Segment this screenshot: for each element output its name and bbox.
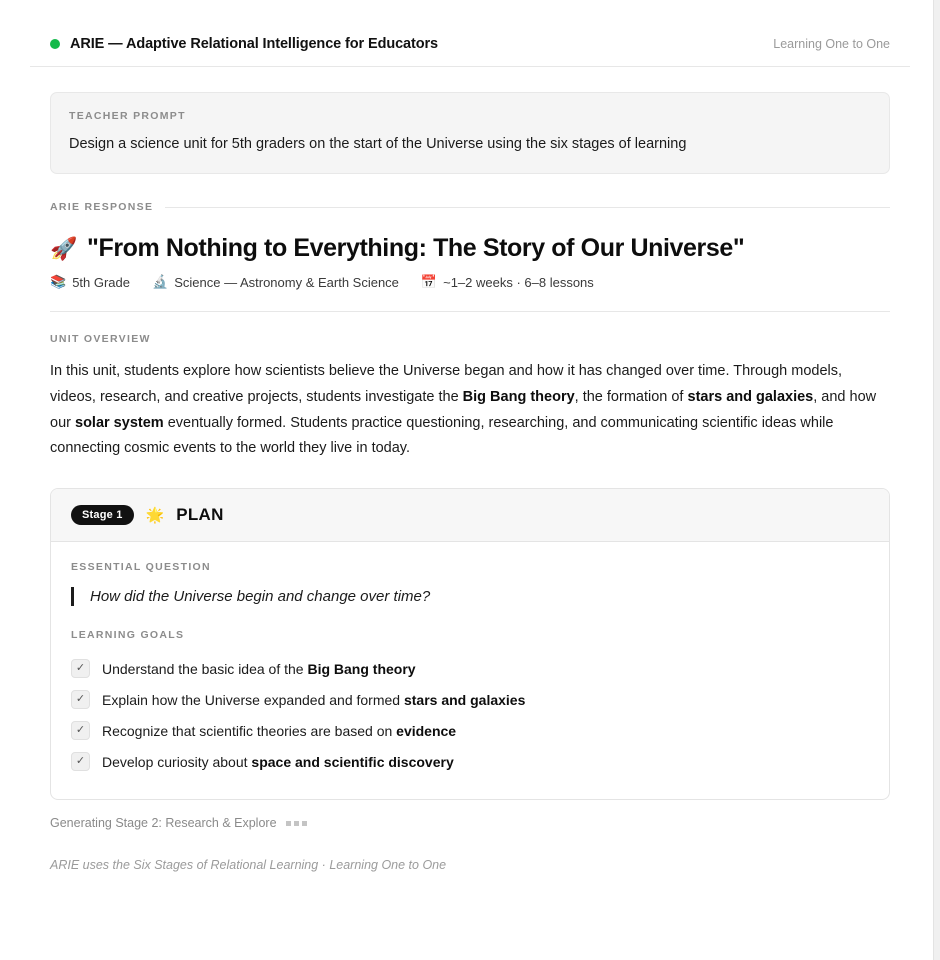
app-header bbox=[30, 0, 910, 67]
stage-badge: Stage 1 bbox=[71, 505, 134, 525]
overview-run: , and how our bbox=[50, 388, 877, 431]
overview-emphasis: stars and galaxies bbox=[687, 388, 814, 405]
generating-status bbox=[50, 816, 890, 830]
learning-goal-item[interactable] bbox=[71, 715, 869, 746]
divider bbox=[165, 207, 890, 208]
overview-emphasis: Big Bang theory bbox=[462, 388, 575, 405]
stage-card-body bbox=[51, 542, 889, 799]
goal-lead: Recognize that scientific theories are based on bbox=[102, 722, 397, 739]
learning-goal-text bbox=[102, 723, 456, 739]
calendar-icon: 📅 bbox=[420, 274, 438, 290]
goal-emphasis: space and scientific discovery bbox=[251, 753, 454, 770]
arie-response-header bbox=[50, 201, 890, 213]
status-dot-icon bbox=[50, 39, 60, 49]
learning-goal-item[interactable] bbox=[71, 746, 869, 777]
goal-emphasis: stars and galaxies bbox=[403, 691, 526, 708]
section-divider bbox=[50, 311, 890, 312]
header-tagline: Learning One to One bbox=[773, 37, 890, 51]
learning-goal-item[interactable] bbox=[71, 684, 869, 715]
overview-run: , the formation of bbox=[574, 388, 688, 405]
page-right-edge bbox=[933, 0, 940, 960]
check-icon[interactable]: ✓ bbox=[71, 721, 90, 740]
learning-goal-text bbox=[102, 692, 525, 708]
essential-question-label: ESSENTIAL QUESTION bbox=[71, 561, 211, 574]
goal-lead: Develop curiosity about bbox=[102, 753, 252, 770]
meta-subject-text: Science — Astronomy & Earth Science bbox=[174, 274, 399, 290]
teacher-prompt-card bbox=[50, 92, 890, 174]
stage-name: PLAN bbox=[176, 505, 224, 525]
goal-lead: Understand the basic idea of the bbox=[102, 660, 308, 677]
learning-goals-list bbox=[71, 653, 869, 777]
check-icon[interactable]: ✓ bbox=[71, 690, 90, 709]
unit-title-text: "From Nothing to Everything: The Story of Our Universe" bbox=[87, 234, 745, 263]
meta-grade bbox=[50, 274, 130, 290]
goal-emphasis: evidence bbox=[396, 722, 457, 739]
page-content bbox=[30, 0, 910, 872]
meta-grade-text: 5th Grade bbox=[72, 274, 131, 290]
unit-meta-row bbox=[50, 274, 890, 290]
teacher-prompt-label: TEACHER PROMPT bbox=[69, 110, 186, 122]
app-title: ARIE — Adaptive Relational Intelligence for Educators bbox=[70, 36, 439, 52]
goal-emphasis: Big Bang theory bbox=[307, 660, 416, 677]
unit-title bbox=[50, 234, 890, 263]
stage-card-header bbox=[51, 489, 889, 542]
stage-card bbox=[50, 488, 890, 800]
unit-overview-label: UNIT OVERVIEW bbox=[50, 333, 151, 346]
overview-run: eventually formed. Students practice questioning, researching, and communicating scientific ideas while connecting cosmic events to the world they live in today. bbox=[50, 414, 834, 457]
footer-note: ARIE uses the Six Stages of Relational Learning · Learning One to One bbox=[50, 858, 447, 873]
check-icon[interactable]: ✓ bbox=[71, 752, 90, 771]
unit-overview-text bbox=[50, 359, 890, 462]
learning-goal-item[interactable] bbox=[71, 653, 869, 684]
learning-goals-label: LEARNING GOALS bbox=[71, 629, 185, 642]
sun-icon: 🌟 bbox=[145, 507, 165, 525]
learning-goal-text bbox=[102, 754, 454, 770]
microscope-icon: 🔬 bbox=[152, 274, 169, 290]
brand bbox=[50, 36, 438, 52]
loading-dots-icon bbox=[286, 821, 307, 826]
meta-subject bbox=[152, 274, 399, 290]
rocket-icon: 🚀 bbox=[50, 235, 77, 261]
learning-goal-text bbox=[102, 661, 416, 677]
check-icon[interactable]: ✓ bbox=[71, 659, 90, 678]
essential-question-text: How did the Universe begin and change over time? bbox=[71, 587, 869, 606]
books-icon: 📚 bbox=[50, 274, 67, 290]
overview-emphasis: solar system bbox=[75, 414, 164, 431]
overview-run: In this unit, students explore how scientists believe the Universe began and how it has changed over time. Through models, videos, research, and creative projects, students investigate the bbox=[50, 363, 843, 405]
goal-lead: Explain how the Universe expanded and formed bbox=[102, 691, 404, 708]
generating-text: Generating Stage 2: Research & Explore bbox=[50, 816, 277, 831]
meta-duration-text: ~1–2 weeks · 6–8 lessons bbox=[443, 274, 594, 290]
arie-response-label: ARIE RESPONSE bbox=[50, 201, 154, 214]
meta-duration bbox=[421, 274, 594, 290]
teacher-prompt-text: Design a science unit for 5th graders on the start of the Universe using the six stages of learning bbox=[69, 136, 687, 152]
